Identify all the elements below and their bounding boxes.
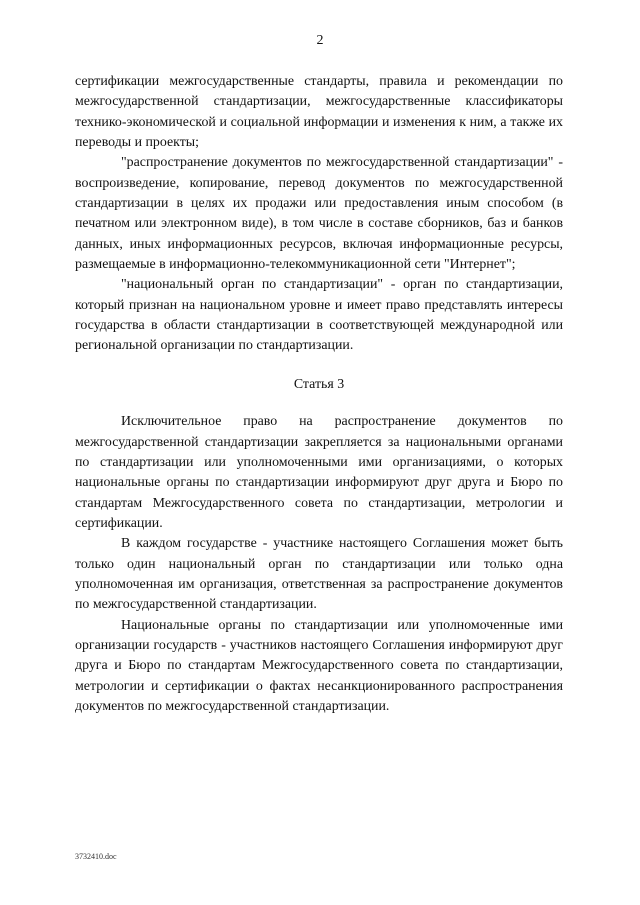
paragraph-definitions-continuation: сертификации межгосударственные стандарты, правила и рекомендации по межгосударственной стандартизации, межгосударственные классификаторы технико-экономической и социальной информации и изменения к ним, а также их переводы и проекты; xyxy=(75,74,563,151)
paragraph-definition-national-body: "национальный орган по стандартизации" - орган по стандартизации, который признан на национальном уровне и имеет право представлять интересы государства в области стандартизации в соответствующей международной или региональной организации по стандартизации. xyxy=(75,277,563,354)
document-body xyxy=(75,72,563,717)
article-heading: Статья 3 xyxy=(293,376,345,392)
page-number: 2 xyxy=(316,33,324,48)
article-paragraph-single-body: В каждом государстве - участнике настоящего Соглашения может быть только один национальный орган по стандартизации или только одна уполномоченная им организация, ответственная за распространение документов по межгосударственной стандартизации. xyxy=(75,536,563,613)
article-paragraph-unauthorized-distribution: Национальные органы по стандартизации или уполномоченные ими организации государств - участников настоящего Соглашения информируют друг друга и Бюро по стандартам Межгосударственного совета по стандартизации, метрологии и сертификации о фактах несанкционированного распространения документов по межгосударственной стандартизации. xyxy=(75,617,563,714)
paragraph-definition-distribution: "распространение документов по межгосударственной стандартизации" - воспроизведение, копирование, перевод документов по межгосударственной стандартизации в целях их продажи или предоставления иным способом (в печатном или электронном виде), в том числе в составе сборников, баз и банков данных, иных информационных ресурсов, включая информационные ресурсы, размещаемые в информационно-телекоммуникационной сети "Интернет"; xyxy=(75,155,563,273)
footer-filename: 3732410.doc xyxy=(75,852,117,861)
article-paragraph-exclusive-right: Исключительное право на распространение документов по межгосударственной стандартизации закрепляется за национальными органами по стандартизации или уполномоченными ими организациями, о которых национальные органы по стандартизации информируют друг друга и Бюро по стандартам Межгосударственного совета по стандартизации, метрологии и сертификации. xyxy=(75,414,563,531)
